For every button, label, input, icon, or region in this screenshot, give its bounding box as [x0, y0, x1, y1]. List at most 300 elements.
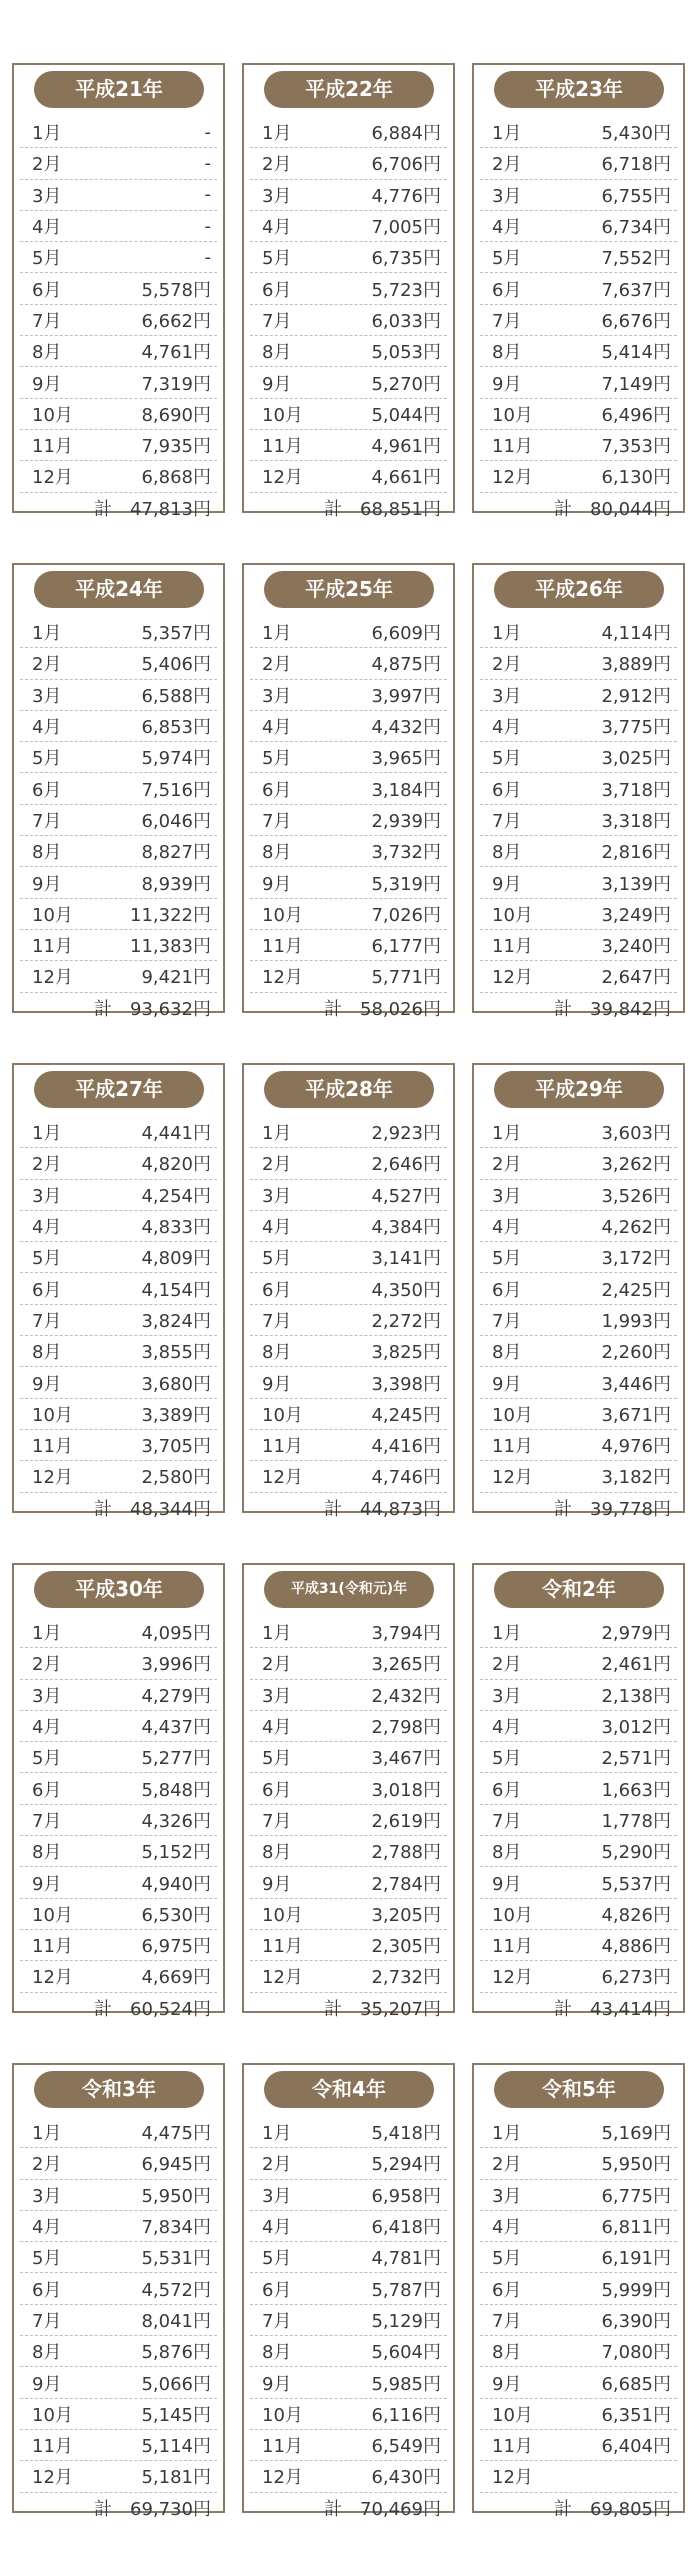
month-label: 6月: [262, 2279, 292, 2301]
month-row: [480, 1148, 677, 1179]
month-amount: 2,571円: [601, 1748, 671, 1770]
month-label: 11月: [262, 936, 303, 958]
month-row: [250, 2117, 447, 2148]
month-amount: 6,734円: [601, 217, 671, 239]
month-row: [20, 1680, 217, 1711]
month-label: 4月: [492, 1717, 522, 1739]
year-card: [242, 63, 455, 521]
month-amount: 3,732円: [371, 842, 441, 864]
month-row: [20, 805, 217, 836]
month-row: [250, 773, 447, 804]
month-row: [480, 2180, 677, 2211]
month-label: 5月: [262, 748, 292, 770]
month-label: 9月: [492, 873, 522, 895]
month-amount: 5,999円: [601, 2279, 671, 2301]
month-label: 6月: [32, 279, 62, 301]
total-row: [250, 2493, 447, 2524]
total-amount: 58,026円: [360, 999, 441, 1021]
month-amount: 6,588円: [141, 685, 211, 707]
total-label: 計: [94, 999, 113, 1021]
month-amount: 5,145円: [141, 2404, 211, 2426]
month-row: [20, 1117, 217, 1148]
month-amount: 5,950円: [141, 2185, 211, 2207]
total-label: 計: [324, 2499, 343, 2521]
month-row: [20, 1180, 217, 1211]
month-amount: 4,350円: [371, 1279, 441, 1301]
month-label: 10月: [492, 404, 533, 426]
month-row: [480, 1273, 677, 1304]
month-amount: 6,755円: [601, 185, 671, 207]
total-label: 計: [94, 1999, 113, 2021]
month-label: 9月: [262, 2373, 292, 2395]
month-row: [480, 1961, 677, 1992]
month-label: 11月: [262, 2436, 303, 2458]
month-label: 10月: [492, 1904, 533, 1926]
month-label: 6月: [492, 279, 522, 301]
month-amount: 6,033円: [371, 310, 441, 332]
month-label: 1月: [262, 2123, 292, 2145]
total-row: [250, 493, 447, 524]
month-amount: 6,718円: [601, 154, 671, 176]
month-amount: 4,416円: [371, 1436, 441, 1458]
month-amount: 5,974円: [141, 748, 211, 770]
total-amount: 68,851円: [360, 499, 441, 521]
month-amount: 2,923円: [371, 1123, 441, 1145]
month-amount: 7,637円: [601, 279, 671, 301]
month-row: [20, 180, 217, 211]
month-amount: 4,154円: [141, 1279, 211, 1301]
month-amount: 5,430円: [601, 123, 671, 145]
month-label: 2月: [492, 2154, 522, 2176]
month-row: [250, 2367, 447, 2398]
month-amount: 4,475円: [141, 2123, 211, 2145]
month-label: 5月: [262, 248, 292, 270]
month-amount: 5,787円: [371, 2279, 441, 2301]
total-row: [480, 493, 677, 524]
month-amount: 3,025円: [601, 748, 671, 770]
month-row: [480, 2399, 677, 2430]
month-label: 5月: [32, 748, 62, 770]
month-label: 4月: [262, 217, 292, 239]
month-label: 12月: [492, 467, 533, 489]
month-label: 5月: [32, 248, 62, 270]
month-row: [480, 1461, 677, 1492]
month-label: 11月: [262, 1936, 303, 1958]
month-row: [480, 1305, 677, 1336]
total-label: 計: [554, 2499, 573, 2521]
month-row: [20, 1273, 217, 1304]
month-amount: 7,552円: [601, 248, 671, 270]
month-row: [20, 1336, 217, 1367]
month-row: [20, 2117, 217, 2148]
month-row: [480, 2461, 677, 2492]
month-row: [250, 399, 447, 430]
month-row: [250, 1617, 447, 1648]
year-badge: 令和3年: [34, 2071, 204, 2108]
month-amount: 2,798円: [371, 1717, 441, 1739]
total-amount: 80,044円: [590, 499, 671, 521]
month-label: 9月: [492, 2373, 522, 2395]
month-amount: 4,572円: [141, 2279, 211, 2301]
month-label: 9月: [492, 373, 522, 395]
month-label: 11月: [262, 436, 303, 458]
month-row: [20, 1899, 217, 1930]
month-amount: 2,979円: [601, 1623, 671, 1645]
month-row: [480, 430, 677, 461]
month-row: [20, 1836, 217, 1867]
month-label: 1月: [32, 623, 62, 645]
month-label: 10月: [262, 2404, 303, 2426]
month-row: [480, 867, 677, 898]
month-label: 3月: [32, 685, 62, 707]
year-card: [472, 2063, 685, 2521]
month-amount: 2,432円: [371, 1685, 441, 1707]
month-label: 12月: [492, 1967, 533, 1989]
month-rows: [20, 2117, 217, 2524]
month-label: 8月: [32, 1842, 62, 1864]
month-label: 2月: [262, 1154, 292, 1176]
month-row: [20, 2180, 217, 2211]
month-amount: 3,446円: [601, 1373, 671, 1395]
month-amount: 3,824円: [141, 1310, 211, 1332]
month-label: 11月: [262, 1436, 303, 1458]
month-rows: [480, 2117, 677, 2524]
month-amount: 3,265円: [371, 1654, 441, 1676]
total-amount: 47,813円: [130, 499, 211, 521]
month-amount: 5,876円: [141, 2342, 211, 2364]
total-row: [480, 993, 677, 1024]
month-amount: 5,604円: [371, 2342, 441, 2364]
month-amount: 3,318円: [601, 810, 671, 832]
month-amount: 5,319円: [371, 873, 441, 895]
total-label: 計: [324, 1999, 343, 2021]
month-row: [250, 461, 447, 492]
month-row: [250, 2305, 447, 2336]
month-amount: 5,044円: [371, 404, 441, 426]
month-label: 10月: [262, 404, 303, 426]
month-label: 2月: [32, 2154, 62, 2176]
month-label: 5月: [262, 1248, 292, 1270]
month-rows: [480, 617, 677, 1024]
month-amount: 4,661円: [371, 467, 441, 489]
month-amount: 2,646円: [371, 1154, 441, 1176]
month-label: 8月: [262, 842, 292, 864]
month-label: 4月: [32, 1217, 62, 1239]
month-label: 7月: [262, 310, 292, 332]
month-label: 4月: [492, 717, 522, 739]
month-row: [480, 336, 677, 367]
year-card: [12, 1563, 225, 2021]
month-row: [480, 1399, 677, 1430]
month-row: [250, 2336, 447, 2367]
month-label: 10月: [262, 904, 303, 926]
month-amount: 3,794円: [371, 1623, 441, 1645]
month-label: 6月: [32, 2279, 62, 2301]
month-row: [20, 1742, 217, 1773]
total-row: [480, 1993, 677, 2024]
month-label: 12月: [492, 2467, 533, 2489]
month-row: [250, 1680, 447, 1711]
month-label: 7月: [32, 2310, 62, 2332]
month-row: [480, 273, 677, 304]
month-amount: 6,351円: [601, 2404, 671, 2426]
month-row: [480, 1899, 677, 1930]
month-label: 5月: [492, 1248, 522, 1270]
month-amount: 3,603円: [601, 1123, 671, 1145]
total-label: 計: [94, 499, 113, 521]
month-row: [20, 2399, 217, 2430]
month-row: [250, 680, 447, 711]
month-label: 8月: [262, 342, 292, 364]
month-amount: 5,290円: [601, 1842, 671, 1864]
month-label: 11月: [492, 936, 533, 958]
month-rows: [20, 117, 217, 524]
month-amount: 3,680円: [141, 1373, 211, 1395]
month-label: 7月: [492, 810, 522, 832]
month-label: 3月: [32, 1685, 62, 1707]
month-row: [250, 1836, 447, 1867]
month-label: 3月: [262, 1185, 292, 1207]
month-label: 7月: [262, 2310, 292, 2332]
month-row: [250, 273, 447, 304]
month-label: 10月: [262, 1404, 303, 1426]
month-label: 1月: [32, 123, 62, 145]
month-amount: 1,778円: [601, 1810, 671, 1832]
month-row: [20, 773, 217, 804]
month-amount: 1,993円: [601, 1310, 671, 1332]
total-amount: 70,469円: [360, 2499, 441, 2521]
year-card: [472, 1563, 685, 2021]
month-row: [480, 961, 677, 992]
month-label: 9月: [32, 873, 62, 895]
month-amount: 4,781円: [371, 2248, 441, 2270]
month-row: [250, 305, 447, 336]
year-badge: 平成29年: [494, 1071, 664, 1108]
month-amount: 6,430円: [371, 2467, 441, 2489]
month-label: 8月: [492, 2342, 522, 2364]
total-amount: 48,344円: [130, 1499, 211, 1521]
month-row: [250, 2242, 447, 2273]
year-badge: 平成28年: [264, 1071, 434, 1108]
month-label: 11月: [32, 2436, 73, 2458]
total-row: [250, 1493, 447, 1524]
month-amount: 6,685円: [601, 2373, 671, 2395]
month-label: 12月: [262, 1467, 303, 1489]
month-amount: 2,784円: [371, 1873, 441, 1895]
month-row: [20, 2242, 217, 2273]
month-amount: 3,705円: [141, 1436, 211, 1458]
month-amount: 3,141円: [371, 1248, 441, 1270]
month-amount: 5,181円: [141, 2467, 211, 2489]
month-row: [480, 1617, 677, 1648]
month-label: 12月: [32, 1967, 73, 1989]
year-badge: 平成27年: [34, 1071, 204, 1108]
month-amount: 7,353円: [601, 436, 671, 458]
month-amount: 3,467円: [371, 1748, 441, 1770]
month-row: [20, 1242, 217, 1273]
month-row: [250, 961, 447, 992]
month-row: [480, 930, 677, 961]
total-label: 計: [324, 499, 343, 521]
month-amount: 3,012円: [601, 1717, 671, 1739]
month-row: [480, 2211, 677, 2242]
month-label: 8月: [492, 842, 522, 864]
month-row: [20, 367, 217, 398]
month-row: [480, 461, 677, 492]
month-amount: -: [204, 184, 211, 206]
month-row: [480, 367, 677, 398]
month-rows: [250, 617, 447, 1024]
month-row: [20, 117, 217, 148]
month-label: 7月: [262, 1310, 292, 1332]
month-label: 8月: [492, 1342, 522, 1364]
month-label: 7月: [32, 1810, 62, 1832]
month-row: [20, 1367, 217, 1398]
total-amount: 43,414円: [590, 1999, 671, 2021]
month-amount: 6,496円: [601, 404, 671, 426]
month-amount: 7,834円: [141, 2217, 211, 2239]
month-amount: 4,432円: [371, 717, 441, 739]
month-row: [20, 2461, 217, 2492]
month-row: [250, 2461, 447, 2492]
month-amount: -: [204, 246, 211, 268]
month-label: 4月: [262, 2217, 292, 2239]
month-row: [250, 1242, 447, 1273]
month-amount: 6,662円: [141, 310, 211, 332]
month-row: [20, 1148, 217, 1179]
month-row: [250, 930, 447, 961]
month-label: 1月: [262, 1623, 292, 1645]
month-amount: 5,723円: [371, 279, 441, 301]
year-card: [12, 563, 225, 1021]
month-amount: 6,775円: [601, 2185, 671, 2207]
month-row: [480, 2273, 677, 2304]
month-label: 1月: [262, 623, 292, 645]
month-label: 10月: [32, 1404, 73, 1426]
month-row: [20, 2211, 217, 2242]
month-label: 7月: [492, 1310, 522, 1332]
month-label: 12月: [492, 967, 533, 989]
month-row: [20, 680, 217, 711]
month-row: [480, 805, 677, 836]
month-label: 12月: [262, 467, 303, 489]
month-label: 7月: [492, 2310, 522, 2332]
month-amount: 5,848円: [141, 1779, 211, 1801]
month-label: 11月: [492, 2436, 533, 2458]
month-row: [20, 2430, 217, 2461]
month-amount: 4,527円: [371, 1185, 441, 1207]
month-row: [20, 1211, 217, 1242]
month-row: [250, 2399, 447, 2430]
year-badge: 平成25年: [264, 571, 434, 608]
month-row: [250, 211, 447, 242]
month-label: 2月: [492, 654, 522, 676]
month-row: [480, 1211, 677, 1242]
month-row: [480, 1867, 677, 1898]
total-row: [20, 993, 217, 1024]
month-amount: 6,884円: [371, 123, 441, 145]
month-row: [20, 1648, 217, 1679]
month-row: [20, 305, 217, 336]
month-amount: 3,240円: [601, 936, 671, 958]
month-row: [480, 711, 677, 742]
month-row: [480, 1648, 677, 1679]
month-amount: 3,172円: [601, 1248, 671, 1270]
month-label: 6月: [262, 1279, 292, 1301]
month-label: 3月: [492, 1185, 522, 1207]
month-label: 11月: [492, 436, 533, 458]
month-row: [20, 461, 217, 492]
year-card: [242, 1563, 455, 2021]
month-label: 11月: [492, 1936, 533, 1958]
month-row: [20, 1805, 217, 1836]
month-amount: 5,169円: [601, 2123, 671, 2145]
month-amount: 2,619円: [371, 1810, 441, 1832]
month-amount: 4,262円: [601, 1217, 671, 1239]
month-row: [20, 648, 217, 679]
year-card: [472, 1063, 685, 1521]
month-amount: 5,129円: [371, 2310, 441, 2332]
month-amount: 4,384円: [371, 1217, 441, 1239]
year-badge: 令和4年: [264, 2071, 434, 2108]
month-label: 2月: [492, 154, 522, 176]
total-row: [20, 493, 217, 524]
month-row: [250, 1305, 447, 1336]
month-label: 12月: [32, 1467, 73, 1489]
month-row: [480, 305, 677, 336]
month-label: 11月: [32, 1436, 73, 1458]
month-rows: [250, 2117, 447, 2524]
month-label: 11月: [32, 936, 73, 958]
month-label: 1月: [492, 2123, 522, 2145]
month-amount: 6,975円: [141, 1936, 211, 1958]
month-amount: 6,404円: [601, 2436, 671, 2458]
month-rows: [250, 1117, 447, 1524]
month-label: 9月: [492, 1873, 522, 1895]
month-row: [250, 1648, 447, 1679]
month-amount: 1,663円: [601, 1779, 671, 1801]
month-amount: 5,357円: [141, 623, 211, 645]
month-label: 10月: [492, 1404, 533, 1426]
month-label: 8月: [32, 1342, 62, 1364]
month-amount: 3,249円: [601, 904, 671, 926]
month-amount: 4,254円: [141, 1185, 211, 1207]
month-label: 9月: [492, 1373, 522, 1395]
month-label: 4月: [262, 1217, 292, 1239]
month-label: 2月: [492, 1154, 522, 1176]
month-label: 1月: [32, 2123, 62, 2145]
year-card: [12, 2063, 225, 2521]
month-label: 1月: [262, 1123, 292, 1145]
year-card: [242, 2063, 455, 2521]
month-label: 2月: [262, 154, 292, 176]
month-amount: 3,996円: [141, 1654, 211, 1676]
month-amount: 2,461円: [601, 1654, 671, 1676]
month-amount: 4,940円: [141, 1873, 211, 1895]
total-row: [20, 1493, 217, 1524]
month-row: [20, 1617, 217, 1648]
month-label: 5月: [32, 1748, 62, 1770]
month-amount: 3,182円: [601, 1467, 671, 1489]
total-row: [250, 1993, 447, 2024]
month-row: [480, 1805, 677, 1836]
month-label: 8月: [492, 1842, 522, 1864]
month-label: 10月: [492, 2404, 533, 2426]
month-amount: 6,549円: [371, 2436, 441, 2458]
month-row: [20, 1773, 217, 1804]
month-amount: 2,272円: [371, 1310, 441, 1332]
month-amount: 2,732円: [371, 1967, 441, 1989]
